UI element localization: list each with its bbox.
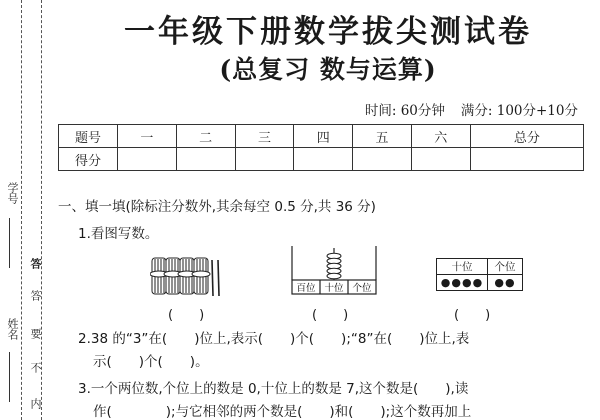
score-header-cell: 六 (411, 125, 470, 148)
score-header-cell: 总分 (470, 125, 583, 148)
question-2-line-2: 示( )个( )。 (93, 354, 209, 370)
abacus-label: 百位 (296, 283, 316, 294)
stick-bundle (192, 258, 210, 294)
score-header-cell: 一 (118, 125, 177, 148)
student-id-label: 学号 (6, 182, 19, 204)
score-cell[interactable] (235, 148, 294, 171)
score-header-cell: 题号 (59, 125, 118, 148)
exam-meta (365, 99, 578, 119)
abacus-label: 十位 (324, 283, 344, 294)
score-table-header-row (59, 125, 584, 148)
stick-bundles-figure (150, 252, 230, 304)
name-line (9, 352, 10, 402)
pv-ones-dots: ●● (488, 275, 523, 291)
pv-header-tens: 十位 (437, 259, 488, 275)
exam-title: 一年级下册数学拔尖测试卷 (124, 14, 532, 50)
exam-subtitle: (总复习 数与运算) (219, 55, 437, 84)
score-row-label: 得分 (59, 148, 118, 171)
score-cell[interactable] (353, 148, 412, 171)
abacus-beads (327, 253, 341, 279)
score-cell[interactable] (470, 148, 583, 171)
question-3-line-1: 3.一个两位数,个位上的数是 0,十位上的数是 7,这个数是( ),读 (78, 381, 469, 397)
full-score: 满分: 100分+10分 (460, 103, 578, 119)
score-table-row (59, 148, 584, 171)
place-value-table (436, 258, 523, 291)
answer-blank-1[interactable]: ( ) (168, 308, 205, 323)
binding-margin (0, 0, 52, 420)
question-3-line-2: 作( );与它相邻的两个数是( )和( );这个数再加上 (93, 404, 472, 420)
score-header-cell: 四 (294, 125, 353, 148)
score-table (58, 124, 584, 171)
abacus-label: 个位 (352, 283, 372, 294)
score-cell[interactable] (294, 148, 353, 171)
score-cell[interactable] (176, 148, 235, 171)
score-cell[interactable] (118, 148, 177, 171)
answer-blank-2[interactable]: ( ) (312, 308, 349, 323)
question-1: 1.看图写数。 (78, 226, 159, 242)
score-header-cell: 二 (176, 125, 235, 148)
abacus-figure (290, 244, 378, 296)
answer-blank-3[interactable]: ( ) (454, 308, 491, 323)
score-cell[interactable] (411, 148, 470, 171)
section-heading: 一、填一填(除标注分数外,其余每空 0.5 分,共 36 分) (58, 199, 376, 215)
student-id-line (9, 218, 10, 268)
binding-dashed-line (41, 0, 42, 420)
name-label: 姓名 (6, 318, 19, 340)
binding-char: 答 (29, 290, 42, 301)
score-header-cell: 三 (235, 125, 294, 148)
score-header-cell: 五 (353, 125, 412, 148)
question-2-line-1: 2.38 的“3”在( )位上,表示( )个( );“8”在( )位上,表 (78, 331, 470, 347)
pv-header-ones: 个位 (488, 259, 523, 275)
binding-char: 不 (29, 362, 42, 373)
pv-tens-dots: ●●●● (437, 275, 488, 291)
binding-dashed-line (21, 0, 22, 420)
time-limit: 时间: 60分钟 (364, 103, 445, 119)
binding-char: 答 (29, 258, 42, 269)
binding-char: 要 (29, 328, 42, 339)
binding-char: 内 (29, 398, 42, 409)
